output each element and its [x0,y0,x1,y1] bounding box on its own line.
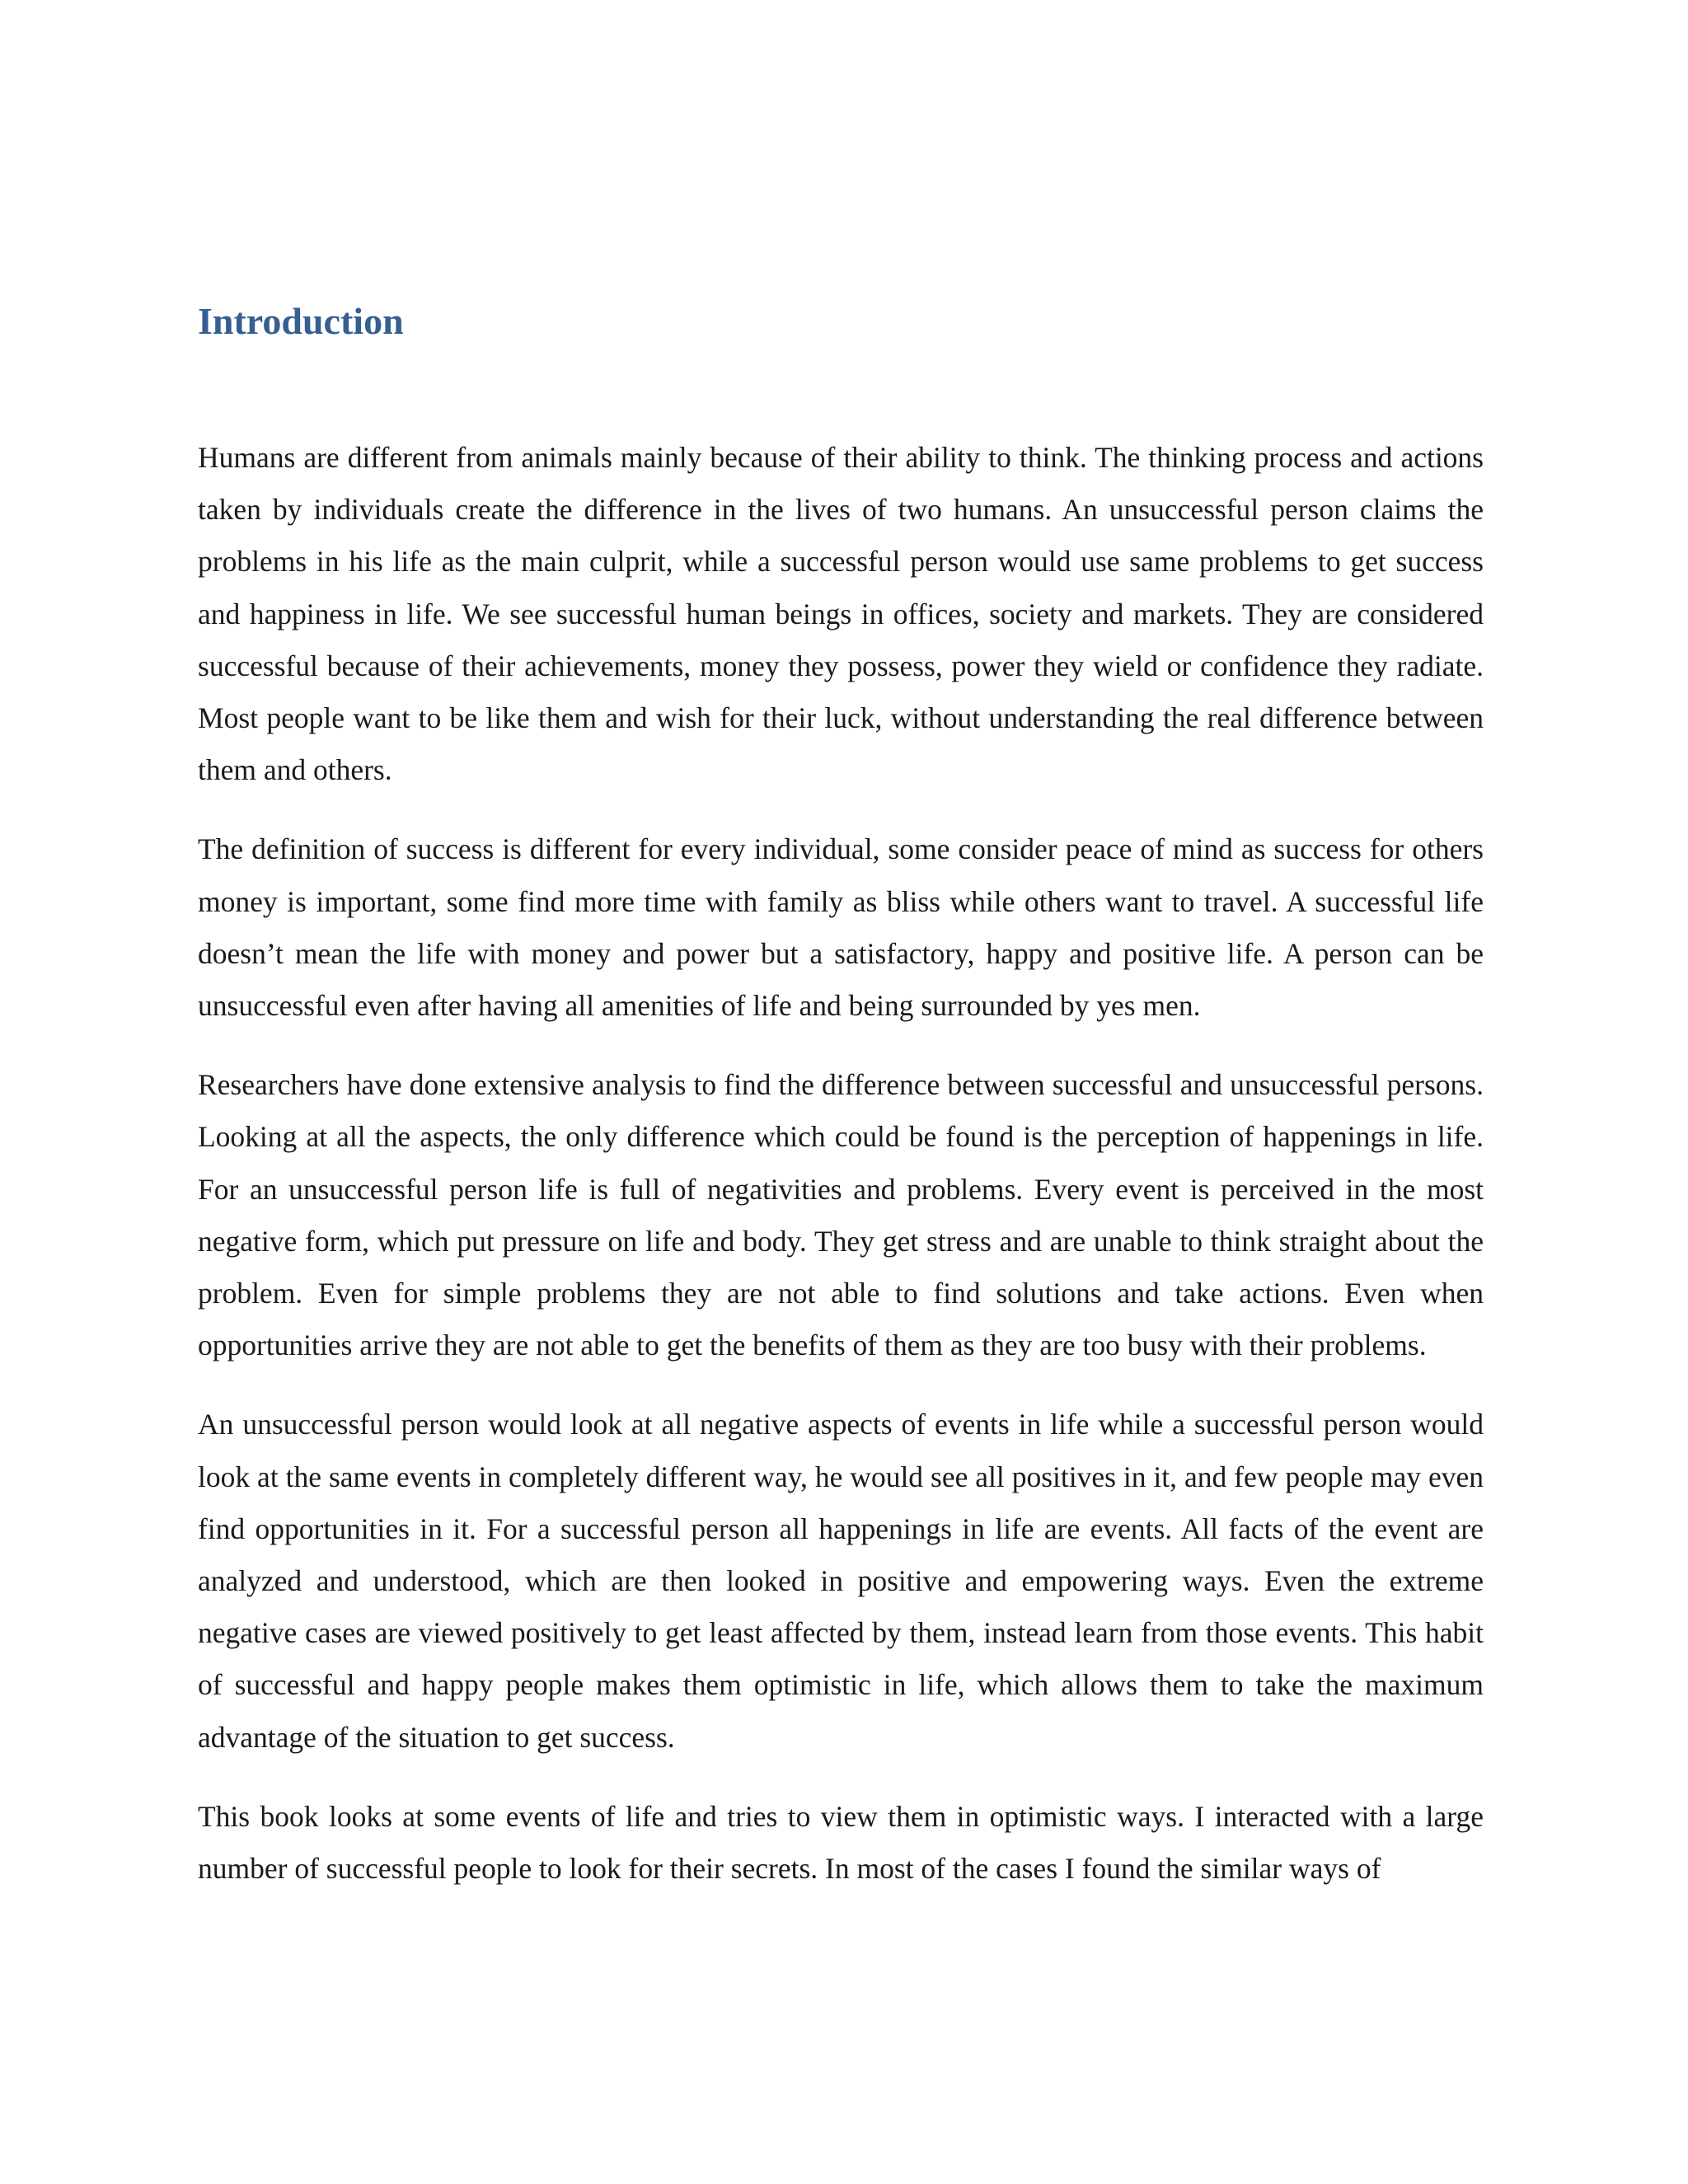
paragraph-4: An unsuccessful person would look at all negative aspects of events in life while a successful person would look at the same events in completely different way, he would see all positives in it, and few people may even find opportunities in it. For a successful person all happenings in life are events. All facts of the event are analyzed and understood, which are then looked in positive and empowering ways. Even the extreme negative cases are viewed positively to get least affected by them, instead learn from those events. This habit of successful and happy people makes them optimistic in life, which allows them to take the maximum advantage of the situation to get success. [198,1408,1484,1754]
page-content [198,297,1484,1922]
section-heading: Introduction [198,300,404,342]
paragraph-5: This book looks at some events of life and tries to view them in optimistic ways. I interacted with a large number of successful people to look for their secrets. In most of the cases I found the similar ways of [198,1799,1484,1886]
paragraph-1: Humans are different from animals mainly because of their ability to think. The thinking process and actions taken by individuals create the difference in the lives of two humans. An unsuccessful person claims the problems in his life as the main culprit, while a successful person would use same problems to get success and happiness in life. We see successful human beings in offices, society and markets. They are considered successful because of their achievements, money they possess, power they wield or confidence they radiate. Most people want to be like them and wish for their luck, without understanding the real difference between them and others. [198,441,1484,787]
paragraph-3: Researchers have done extensive analysis to find the difference between successful and unsuccessful persons. Looking at all the aspects, the only difference which could be found is the perception of happenings in life. For an unsuccessful person life is full of negativities and problems. Every event is perceived in the most negative form, which put pressure on life and body. They get stress and are unable to think straight about the problem. Even for simple problems they are not able to find solutions and take actions. Even when opportunities arrive they are not able to get the benefits of them as they are too busy with their problems. [198,1068,1484,1362]
paragraph-2: The definition of success is different for every individual, some consider peace of mind as success for others money is important, some find more time with family as bliss while others want to travel. A successful life doesn’t mean the life with money and power but a satisfactory, happy and positive life. A person can be unsuccessful even after having all amenities of life and being surrounded by yes men. [198,832,1484,1023]
